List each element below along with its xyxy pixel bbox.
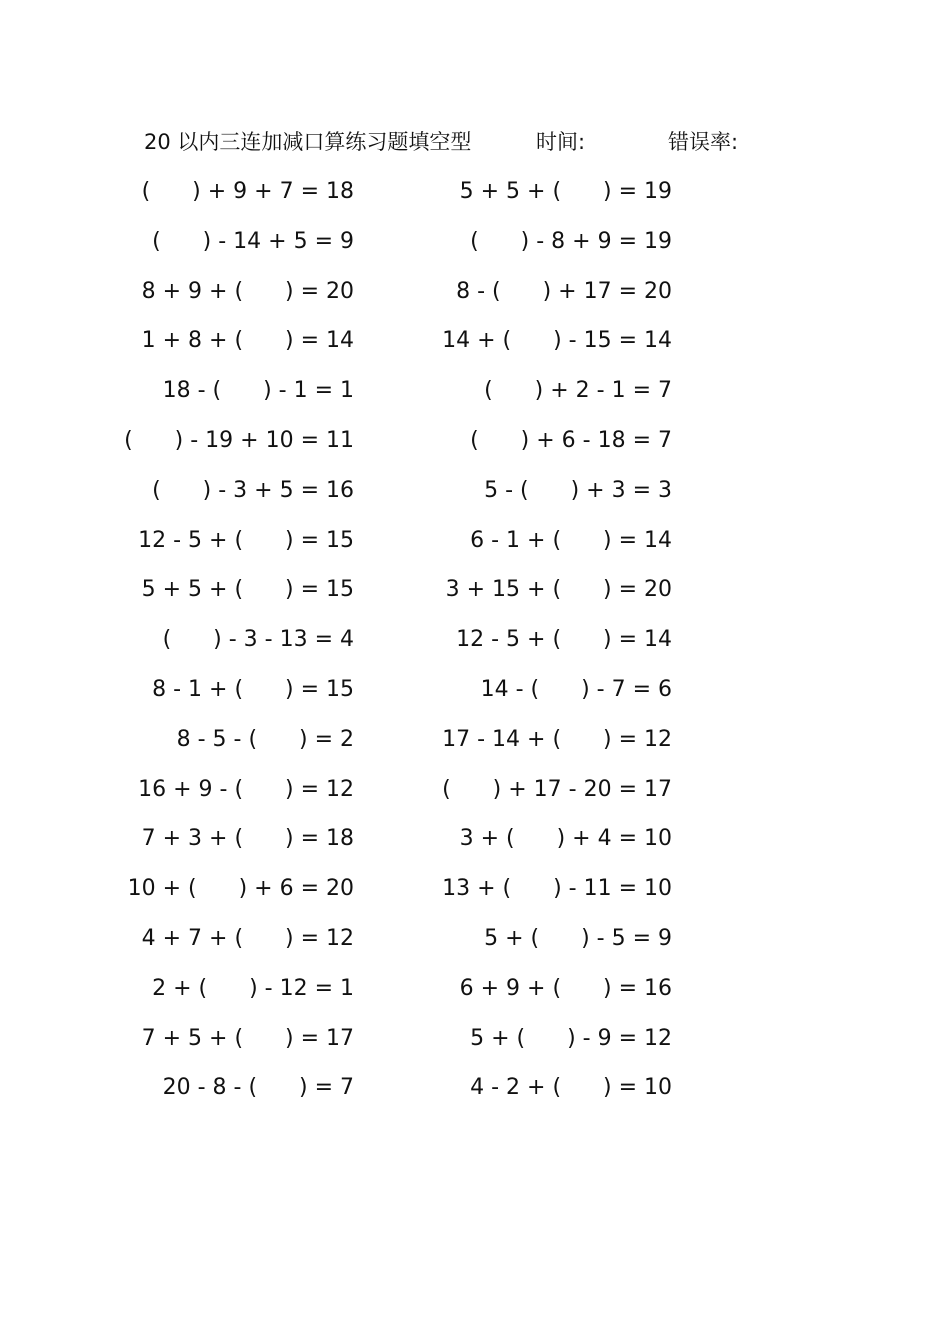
problem-left: ( ) + 9 + 7 = 18 [141,179,354,204]
problem-left: 10 + ( ) + 6 = 20 [127,876,354,902]
problem-left: 5 + 5 + ( ) = 15 [141,577,354,603]
worksheet-title: 20 以内三连加减口算练习题填空型 [144,130,472,154]
problem-row [0,423,950,473]
problem-left: 2 + ( ) - 12 = 1 [152,975,354,1001]
problem-left: ( ) - 3 + 5 = 16 [152,477,354,503]
problem-left: ( ) - 14 + 5 = 9 [152,228,354,254]
problem-row [0,722,950,772]
problem-row [0,971,950,1021]
problem-row [0,772,950,822]
problem-left: 18 - ( ) - 1 = 1 [162,378,354,404]
problem-row [0,373,950,423]
problem-left: ( ) - 19 + 10 = 11 [124,427,354,453]
problem-right: ( ) + 17 - 20 = 17 [442,776,672,802]
problem-left: 7 + 3 + ( ) = 18 [141,826,354,852]
problem-row [0,323,950,373]
problem-row [0,572,950,622]
problem-right: 6 + 9 + ( ) = 16 [459,975,672,1001]
problem-row [0,224,950,274]
problem-row [0,1021,950,1071]
problem-row [0,921,950,971]
problem-right: 14 + ( ) - 15 = 14 [442,328,672,354]
problem-row [0,821,950,871]
problem-right: 4 - 2 + ( ) = 10 [470,1075,672,1101]
problem-right: ( ) + 6 - 18 = 7 [470,427,672,453]
problem-right: 14 - ( ) - 7 = 6 [480,676,672,702]
problem-row [0,523,950,573]
problem-right: 5 - ( ) + 3 = 3 [484,477,672,503]
problem-right: 5 + 5 + ( ) = 19 [459,179,672,204]
problem-row [0,622,950,672]
error-rate-label: 错误率: [668,130,739,154]
problem-right: 8 - ( ) + 17 = 20 [456,278,672,304]
problem-left: ( ) - 3 - 13 = 4 [162,627,354,653]
problem-left: 12 - 5 + ( ) = 15 [138,527,354,553]
problem-right: 17 - 14 + ( ) = 12 [442,726,672,752]
problem-right: 12 - 5 + ( ) = 14 [456,627,672,653]
problem-right: 5 + ( ) - 5 = 9 [484,925,672,951]
problem-right: 3 + ( ) + 4 = 10 [459,826,672,852]
problem-row [0,174,950,224]
problem-right: ( ) + 2 - 1 = 7 [484,378,672,404]
time-label: 时间: [536,130,586,154]
problem-right: 13 + ( ) - 11 = 10 [442,876,672,902]
problem-list [0,174,950,1120]
problem-left: 4 + 7 + ( ) = 12 [141,925,354,951]
problem-row [0,274,950,324]
problem-row [0,473,950,523]
problem-row [0,672,950,722]
problem-left: 8 - 5 - ( ) = 2 [176,726,354,752]
problem-right: 3 + 15 + ( ) = 20 [445,577,672,603]
problem-right: ( ) - 8 + 9 = 19 [470,228,672,254]
problem-right: 6 - 1 + ( ) = 14 [470,527,672,553]
problem-left: 20 - 8 - ( ) = 7 [162,1075,354,1101]
problem-left: 7 + 5 + ( ) = 17 [141,1025,354,1051]
problem-left: 16 + 9 - ( ) = 12 [138,776,354,802]
problem-right: 5 + ( ) - 9 = 12 [470,1025,672,1051]
problem-left: 8 - 1 + ( ) = 15 [152,676,354,702]
problem-row [0,871,950,921]
worksheet-header [144,126,764,158]
problem-left: 1 + 8 + ( ) = 14 [141,328,354,354]
problem-row [0,1070,950,1120]
problem-left: 8 + 9 + ( ) = 20 [141,278,354,304]
